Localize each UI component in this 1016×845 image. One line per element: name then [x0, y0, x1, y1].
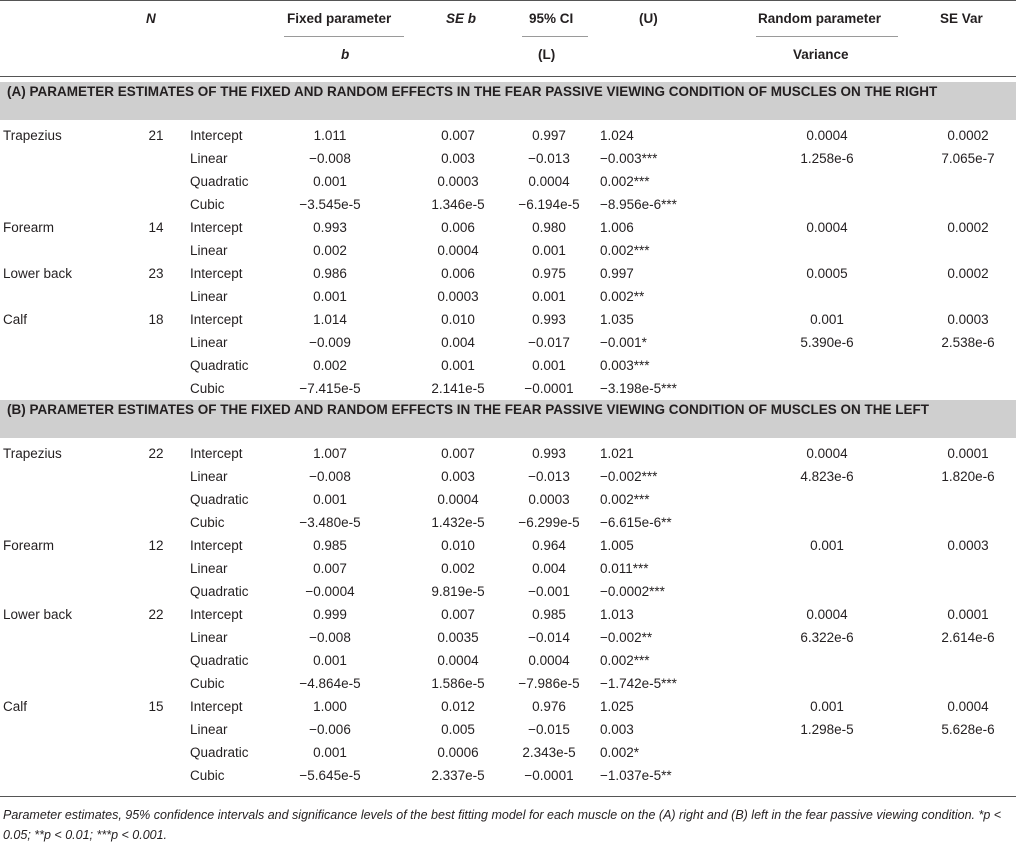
b-value: −0.006	[309, 722, 351, 737]
se-b-value: 0.003	[441, 469, 475, 484]
table-row	[0, 511, 1016, 534]
table-row	[0, 285, 1016, 308]
table-row	[0, 216, 1016, 239]
se-b-value: 0.0003	[437, 174, 479, 189]
se-b-value: 0.003	[441, 151, 475, 166]
ci-lower-value: 0.993	[532, 312, 566, 327]
b-value: −5.645e-5	[299, 768, 361, 783]
se-b-value: 0.007	[441, 607, 475, 622]
header-fixed-parameter: Fixed parameter	[287, 11, 392, 26]
se-b-value: 0.010	[441, 538, 475, 553]
se-b-value: 0.002	[441, 561, 475, 576]
ci-lower-value: −6.194e-5	[518, 197, 580, 212]
se-var-value: 0.0003	[947, 538, 989, 553]
se-b-value: 0.012	[441, 699, 475, 714]
header-n: N	[146, 11, 156, 26]
section-title: (B) PARAMETER ESTIMATES OF THE FIXED AND RANDOM EFFECTS IN THE FEAR PASSIVE VIEWING CONDITION OF MUSCLES ON THE LEFT	[7, 402, 930, 417]
variance-value: 0.001	[810, 538, 844, 553]
header-se-var: SE Var	[940, 11, 983, 26]
table-top-rule	[0, 0, 1016, 1]
ci-upper-value: −0.002***	[600, 469, 658, 484]
ci-upper-value: 0.011***	[600, 561, 649, 576]
term-label: Cubic	[190, 197, 225, 212]
term-label: Intercept	[190, 446, 243, 461]
ci-lower-value: −0.015	[528, 722, 570, 737]
muscle-name: Calf	[3, 312, 28, 327]
n-value: 18	[148, 312, 164, 327]
table-row	[0, 764, 1016, 787]
ci-lower-value: −0.013	[528, 469, 570, 484]
se-b-value: 0.006	[441, 220, 475, 235]
table-row	[0, 534, 1016, 557]
term-label: Intercept	[190, 607, 243, 622]
ci-upper-value: 1.005	[600, 538, 634, 553]
variance-value: 0.0004	[806, 128, 848, 143]
header-upper: (U)	[639, 11, 658, 26]
se-b-value: 2.141e-5	[431, 381, 485, 396]
b-value: 0.002	[313, 358, 347, 373]
ci-lower-value: −7.986e-5	[518, 676, 580, 691]
se-b-value: 1.586e-5	[431, 676, 485, 691]
ci-upper-value: 0.003	[600, 722, 634, 737]
table-row	[0, 377, 1016, 400]
ci-lower-value: 0.001	[532, 358, 566, 373]
ci-lower-value: −6.299e-5	[518, 515, 580, 530]
term-label: Quadratic	[190, 653, 249, 668]
term-label: Quadratic	[190, 358, 249, 373]
b-value: 0.001	[313, 492, 347, 507]
se-var-value: 2.614e-6	[941, 630, 995, 645]
se-b-value: 0.010	[441, 312, 475, 327]
ci-upper-value: 1.025	[600, 699, 634, 714]
se-var-value: 0.0002	[947, 266, 989, 281]
ci-lower-value: 0.976	[532, 699, 566, 714]
se-var-value: 0.0001	[947, 607, 989, 622]
b-value: 1.007	[313, 446, 347, 461]
variance-value: 4.823e-6	[800, 469, 854, 484]
ci-lower-value: −0.001	[528, 584, 570, 599]
ci-upper-value: −3.198e-5***	[600, 381, 677, 396]
b-value: −0.009	[309, 335, 351, 350]
table-row	[0, 695, 1016, 718]
b-value: 1.000	[313, 699, 347, 714]
b-value: −0.0004	[305, 584, 355, 599]
b-value: −3.480e-5	[299, 515, 361, 530]
muscle-name: Lower back	[3, 607, 73, 622]
ci-lower-value: 0.985	[532, 607, 566, 622]
ci-upper-value: −0.003***	[600, 151, 658, 166]
ci-upper-value: −6.615e-6**	[600, 515, 672, 530]
b-value: 0.001	[313, 174, 347, 189]
term-label: Linear	[190, 243, 228, 258]
term-label: Intercept	[190, 699, 243, 714]
n-value: 12	[148, 538, 164, 553]
table-row	[0, 170, 1016, 193]
ci-upper-value: 0.002***	[600, 243, 650, 258]
ci-upper-value: 1.013	[600, 607, 634, 622]
ci-upper-value: −0.001*	[600, 335, 647, 350]
muscle-name: Trapezius	[3, 446, 62, 461]
ci-upper-value: −1.037e-5**	[600, 768, 672, 783]
b-value: 0.007	[313, 561, 347, 576]
muscle-name: Lower back	[3, 266, 73, 281]
se-b-value: 0.007	[441, 128, 475, 143]
b-value: 1.011	[313, 128, 347, 143]
b-value: 0.986	[313, 266, 347, 281]
header-fixed-underline	[284, 36, 404, 37]
muscle-name: Forearm	[3, 220, 55, 235]
b-value: 0.993	[313, 220, 347, 235]
b-value: 0.002	[313, 243, 347, 258]
term-label: Linear	[190, 335, 228, 350]
table-row	[0, 603, 1016, 626]
ci-lower-value: 0.0003	[528, 492, 570, 507]
ci-lower-value: −0.017	[528, 335, 570, 350]
se-var-value: 0.0001	[947, 446, 989, 461]
table-row	[0, 308, 1016, 331]
n-value: 15	[148, 699, 164, 714]
b-value: 0.001	[313, 745, 347, 760]
term-label: Quadratic	[190, 584, 249, 599]
n-value: 21	[148, 128, 164, 143]
ci-upper-value: −1.742e-5***	[600, 676, 677, 691]
se-b-value: 0.0003	[437, 289, 479, 304]
ci-lower-value: 0.004	[532, 561, 566, 576]
term-label: Quadratic	[190, 492, 249, 507]
ci-lower-value: 0.0004	[528, 653, 570, 668]
table-row	[0, 442, 1016, 465]
header-random-underline	[756, 36, 898, 37]
variance-value: 0.001	[810, 699, 844, 714]
n-value: 23	[148, 266, 164, 281]
muscle-name: Calf	[3, 699, 28, 714]
ci-upper-value: 0.003***	[600, 358, 650, 373]
term-label: Quadratic	[190, 745, 249, 760]
ci-upper-value: 0.002***	[600, 174, 650, 189]
ci-lower-value: −0.013	[528, 151, 570, 166]
se-b-value: 0.0006	[437, 745, 479, 760]
ci-upper-value: −0.002**	[600, 630, 653, 645]
table-row	[0, 718, 1016, 741]
ci-lower-value: 0.980	[532, 220, 566, 235]
ci-upper-value: −0.0002***	[600, 584, 665, 599]
n-value: 14	[148, 220, 164, 235]
table-row	[0, 465, 1016, 488]
ci-lower-value: 0.964	[532, 538, 566, 553]
table-row	[0, 124, 1016, 147]
header-95-ci: 95% CI	[529, 11, 574, 26]
variance-value: 0.0005	[806, 266, 848, 281]
header-se-b: SE b	[446, 11, 477, 26]
variance-value: 0.0004	[806, 220, 848, 235]
header-b: b	[341, 47, 350, 62]
se-b-value: 0.001	[441, 358, 475, 373]
se-b-value: 1.432e-5	[431, 515, 485, 530]
ci-upper-value: 0.997	[600, 266, 634, 281]
header-random-parameter: Random parameter	[758, 11, 882, 26]
variance-value: 5.390e-6	[800, 335, 854, 350]
table-bottom-rule	[0, 796, 1016, 797]
table-row	[0, 741, 1016, 764]
se-var-value: 0.0004	[947, 699, 989, 714]
table-row	[0, 488, 1016, 511]
ci-upper-value: 1.035	[600, 312, 634, 327]
se-var-value: 1.820e-6	[941, 469, 995, 484]
section-title: (A) PARAMETER ESTIMATES OF THE FIXED AND RANDOM EFFECTS IN THE FEAR PASSIVE VIEWING CONDITION OF MUSCLES ON THE RIGHT	[7, 84, 938, 99]
ci-upper-value: 0.002*	[600, 745, 640, 760]
table-row	[0, 262, 1016, 285]
ci-upper-value: 0.002***	[600, 653, 650, 668]
ci-upper-value: 1.024	[600, 128, 634, 143]
ci-upper-value: 0.002**	[600, 289, 645, 304]
ci-lower-value: 2.343e-5	[522, 745, 576, 760]
n-value: 22	[148, 446, 164, 461]
term-label: Linear	[190, 289, 228, 304]
table-row	[0, 354, 1016, 377]
b-value: 0.985	[313, 538, 347, 553]
b-value: 0.001	[313, 653, 347, 668]
term-label: Intercept	[190, 538, 243, 553]
se-var-value: 0.0003	[947, 312, 989, 327]
section-header	[0, 82, 1016, 120]
term-label: Quadratic	[190, 174, 249, 189]
se-var-value: 0.0002	[947, 220, 989, 235]
header-bottom-rule	[0, 76, 1016, 77]
se-b-value: 0.004	[441, 335, 475, 350]
term-label: Linear	[190, 561, 228, 576]
se-b-value: 0.006	[441, 266, 475, 281]
term-label: Intercept	[190, 128, 243, 143]
muscle-name: Trapezius	[3, 128, 62, 143]
se-b-value: 0.0004	[437, 243, 479, 258]
variance-value: 0.0004	[806, 446, 848, 461]
table-footnote: Parameter estimates, 95% confidence intervals and significance levels of the best fitting model for each muscle on the (A) right and (B) left in the fear passive viewing condition. *p < 0.05; **p < 0.01; ***p < 0.001.	[3, 808, 1002, 842]
ci-lower-value: 0.001	[532, 289, 566, 304]
variance-value: 1.298e-5	[800, 722, 854, 737]
muscle-name: Forearm	[3, 538, 55, 553]
ci-lower-value: −0.0001	[524, 381, 574, 396]
b-value: −7.415e-5	[299, 381, 361, 396]
se-b-value: 0.005	[441, 722, 475, 737]
term-label: Linear	[190, 469, 228, 484]
term-label: Cubic	[190, 381, 225, 396]
ci-upper-value: 1.006	[600, 220, 634, 235]
table-row	[0, 649, 1016, 672]
term-label: Intercept	[190, 220, 243, 235]
ci-lower-value: 0.997	[532, 128, 566, 143]
se-b-value: 9.819e-5	[431, 584, 485, 599]
variance-value: 0.001	[810, 312, 844, 327]
b-value: −0.008	[309, 151, 351, 166]
term-label: Intercept	[190, 312, 243, 327]
b-value: 1.014	[313, 312, 347, 327]
ci-upper-value: 1.021	[600, 446, 634, 461]
b-value: −0.008	[309, 469, 351, 484]
b-value: 0.999	[313, 607, 347, 622]
se-var-value: 0.0002	[947, 128, 989, 143]
term-label: Linear	[190, 630, 228, 645]
se-var-value: 2.538e-6	[941, 335, 995, 350]
table-row	[0, 557, 1016, 580]
b-value: −3.545e-5	[299, 197, 361, 212]
table-row	[0, 580, 1016, 603]
ci-upper-value: −8.956e-6***	[600, 197, 677, 212]
term-label: Intercept	[190, 266, 243, 281]
se-var-value: 7.065e-7	[941, 151, 995, 166]
header-variance: Variance	[793, 47, 849, 62]
n-value: 22	[148, 607, 164, 622]
ci-lower-value: −0.0001	[524, 768, 574, 783]
ci-lower-value: −0.014	[528, 630, 570, 645]
variance-value: 0.0004	[806, 607, 848, 622]
b-value: −0.008	[309, 630, 351, 645]
table-row	[0, 672, 1016, 695]
table-row	[0, 147, 1016, 170]
se-b-value: 0.0004	[437, 492, 479, 507]
se-b-value: 1.346e-5	[431, 197, 485, 212]
se-var-value: 5.628e-6	[941, 722, 995, 737]
ci-lower-value: 0.001	[532, 243, 566, 258]
ci-lower-value: 0.993	[532, 446, 566, 461]
b-value: 0.001	[313, 289, 347, 304]
table-row	[0, 193, 1016, 216]
term-label: Linear	[190, 151, 228, 166]
table-row	[0, 626, 1016, 649]
se-b-value: 0.007	[441, 446, 475, 461]
table-row	[0, 239, 1016, 262]
se-b-value: 0.0035	[437, 630, 479, 645]
se-b-value: 2.337e-5	[431, 768, 485, 783]
header-ci-underline	[522, 36, 588, 37]
variance-value: 6.322e-6	[800, 630, 854, 645]
header-lower: (L)	[538, 47, 556, 62]
ci-lower-value: 0.975	[532, 266, 566, 281]
term-label: Cubic	[190, 515, 225, 530]
section-header	[0, 400, 1016, 438]
ci-upper-value: 0.002***	[600, 492, 650, 507]
table-row	[0, 331, 1016, 354]
term-label: Cubic	[190, 676, 225, 691]
term-label: Cubic	[190, 768, 225, 783]
term-label: Linear	[190, 722, 228, 737]
b-value: −4.864e-5	[299, 676, 361, 691]
se-b-value: 0.0004	[437, 653, 479, 668]
variance-value: 1.258e-6	[800, 151, 854, 166]
ci-lower-value: 0.0004	[528, 174, 570, 189]
